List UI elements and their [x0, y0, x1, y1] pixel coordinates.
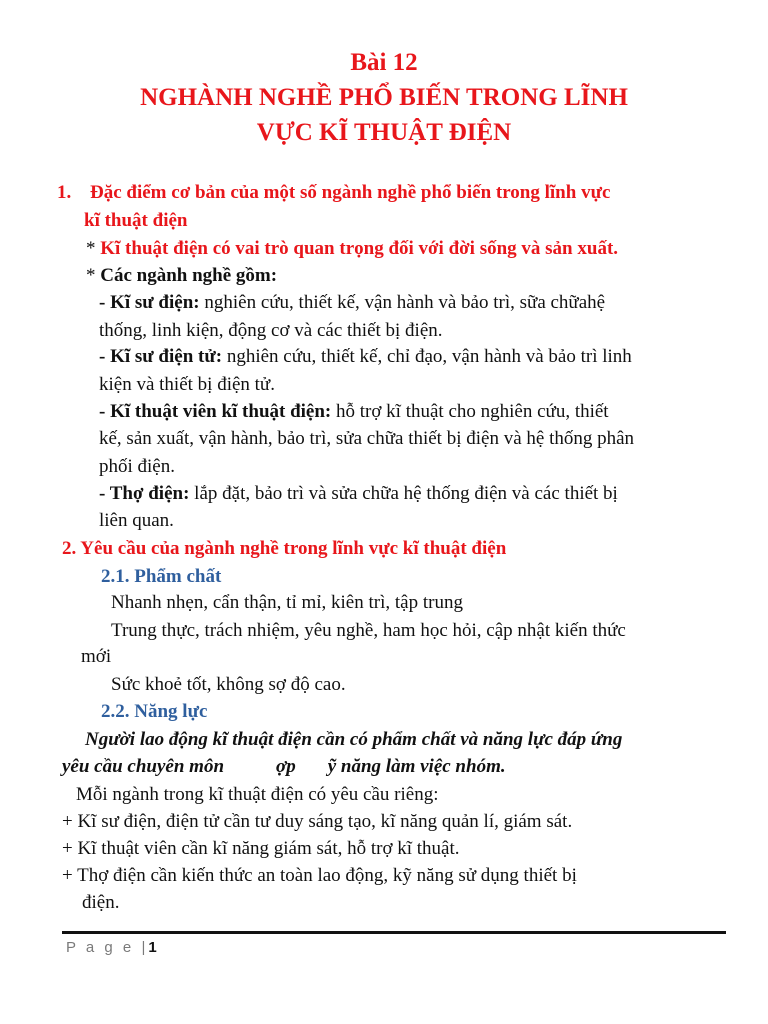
page-separator: | — [141, 939, 149, 956]
requirement-item-continued: điện. — [82, 892, 120, 913]
bullet-mark: * — [86, 238, 96, 259]
quality-item-continued: mới — [81, 646, 112, 667]
quality-item: Nhanh nhẹn, cẩn thận, tỉ mỉ, kiên trì, tập trung — [111, 592, 463, 613]
requirement-item: + Kĩ sư điện, điện tử cần tư duy sáng tạo, kĩ năng quản lí, giám sát. — [62, 811, 573, 832]
job-desc: nghiên cứu, thiết kế, vận hành và bảo trì, sữa chữahệ — [199, 292, 606, 313]
job-name: - Kĩ thuật viên kĩ thuật điện: — [99, 401, 332, 422]
page-label: P a g e — [66, 939, 135, 956]
bullet-role-text: Kĩ thuật điện có vai trò quan trọng đối với đời sống và sản xuất. — [100, 238, 619, 259]
requirement-item: + Thợ điện cần kiến thức an toàn lao động, kỹ năng sử dụng thiết bị — [62, 865, 577, 886]
competency-statement-line1: Người lao động kĩ thuật điện cần có phẩm chất và năng lực đáp ứng — [85, 729, 623, 750]
job-electronics-engineer — [99, 346, 632, 368]
page-footer — [66, 939, 157, 956]
bullet-mark: * — [86, 265, 96, 286]
job-name: - Kĩ sư điện tử: — [99, 346, 223, 367]
job-desc-continued: kiện và thiết bị điện tử. — [99, 374, 275, 395]
quality-item: Sức khoẻ tốt, không sợ độ cao. — [111, 674, 346, 695]
competency-statement-line2 — [62, 756, 506, 778]
job-desc: hỗ trợ kĩ thuật cho nghiên cứu, thiết — [331, 401, 609, 422]
lesson-number: Bài 12 — [350, 49, 418, 76]
page-number: 1 — [148, 939, 157, 956]
statement-fragment: ợp — [276, 756, 296, 777]
sub1-heading: 2.1. Phẩm chất — [101, 566, 222, 587]
job-electrician — [99, 483, 618, 505]
statement-fragment: yêu cầu chuyên môn — [62, 756, 225, 777]
quality-item: Trung thực, trách nhiệm, yêu nghề, ham học hỏi, cập nhật kiến thức — [111, 620, 626, 641]
requirements-intro: Mỗi ngành trong kĩ thuật điện có yêu cầu riêng: — [76, 784, 439, 805]
job-desc: nghiên cứu, thiết kế, chỉ đạo, vận hành và bảo trì linh — [222, 346, 632, 367]
footer-divider — [62, 931, 726, 934]
page-title-line1: NGHÀNH NGHỀ PHỔ BIẾN TRONG LĨNH — [140, 84, 628, 111]
section1-heading-line1: Đặc điểm cơ bản của một số ngành nghề phổ biến trong lĩnh vực — [90, 182, 611, 203]
requirement-item: + Kĩ thuật viên cần kĩ năng giám sát, hỗ trợ kĩ thuật. — [62, 838, 460, 859]
bullet-role — [86, 238, 618, 260]
job-electrical-engineer — [99, 292, 605, 314]
statement-fragment: ỹ năng làm việc nhóm. — [327, 756, 506, 777]
job-desc-continued: thống, linh kiện, động cơ và các thiết bị điện. — [99, 320, 443, 341]
job-name: - Thợ điện: — [99, 483, 190, 504]
page-title-line2: VỰC KĨ THUẬT ĐIỆN — [256, 119, 512, 146]
sub2-heading: 2.2. Năng lực — [101, 701, 208, 722]
job-electrical-technician — [99, 401, 609, 423]
job-desc-continued: phối điện. — [99, 456, 175, 477]
section1-number: 1. — [57, 182, 72, 203]
bullet-jobs-text: Các ngành nghề gồm: — [100, 265, 278, 286]
job-desc: lắp đặt, bảo trì và sửa chữa hệ thống điện và các thiết bị — [189, 483, 618, 504]
job-desc-continued: kế, sản xuất, vận hành, bảo trì, sửa chữa thiết bị điện và hệ thống phân — [99, 428, 635, 449]
section1-heading-line2: kĩ thuật điện — [84, 210, 188, 231]
section2-heading: 2. Yêu cầu của ngành nghề trong lĩnh vực kĩ thuật điện — [62, 538, 507, 559]
job-name: - Kĩ sư điện: — [99, 292, 200, 313]
job-desc-continued: liên quan. — [99, 510, 174, 531]
bullet-jobs — [86, 265, 277, 287]
